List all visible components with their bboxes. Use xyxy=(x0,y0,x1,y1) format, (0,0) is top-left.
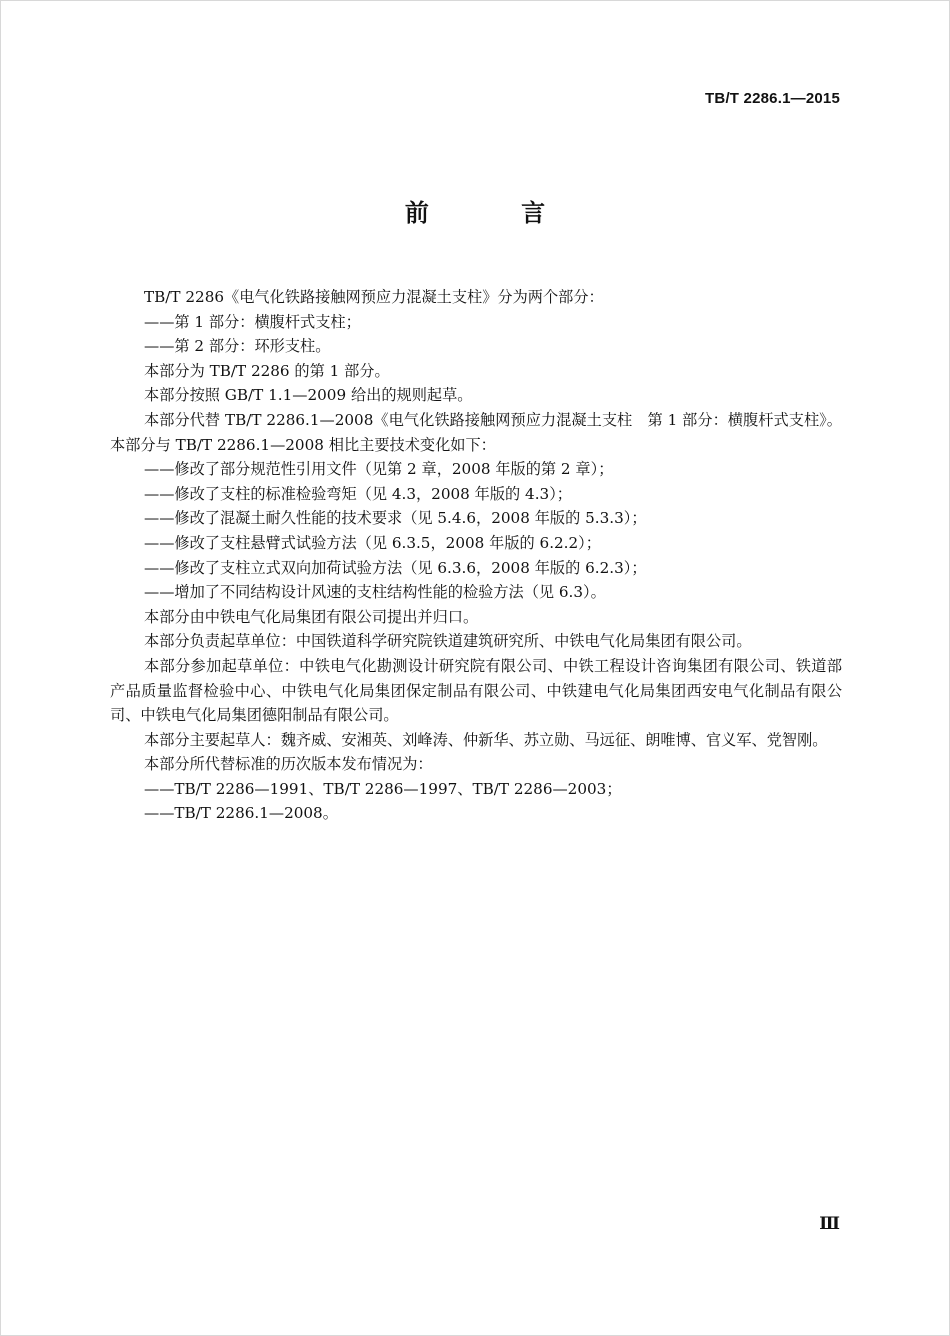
paragraph: ——TB/T 2286.1—2008。 xyxy=(144,804,338,823)
paragraph: 本部分负责起草单位：中国铁道科学研究院铁道建筑研究所、中铁电气化局集团有限公司。 xyxy=(144,632,752,651)
page-number: Ⅲ xyxy=(819,1214,840,1234)
page-title: 前 言 xyxy=(404,199,588,227)
paragraph: 本部分主要起草人：魏齐威、安湘英、刘峰涛、仲新华、苏立勋、马远征、朗唯博、官义军、党智刚。 xyxy=(144,730,828,749)
foreword-body xyxy=(110,285,842,826)
paragraph: ——增加了不同结构设计风速的支柱结构性能的检验方法（见 6.3）。 xyxy=(144,583,606,602)
paragraph: ——第 1 部分：横腹杆式支柱； xyxy=(144,312,361,331)
paragraph: 本部分由中铁电气化局集团有限公司提出并归口。 xyxy=(144,607,479,626)
paragraph: ——修改了部分规范性引用文件（见第 2 章，2008 年版的第 2 章）； xyxy=(144,460,614,479)
paragraph: ——修改了支柱立式双向加荷试验方法（见 6.3.6，2008 年版的 6.2.3）； xyxy=(144,558,647,577)
document-number: TB/T 2286.1—2015 xyxy=(705,90,840,107)
paragraph: ——修改了支柱的标准检验弯矩（见 4.3，2008 年版的 4.3）； xyxy=(144,484,572,503)
paragraph: 本部分所代替标准的历次版本发布情况为： xyxy=(144,755,433,774)
paragraph: 本部分代替 TB/T 2286.1—2008《电气化铁路接触网预应力混凝土支柱 第 1 部分：横腹杆式支柱》。本部分与 TB/T 2286.1—2008 相比主要技术变化如下： xyxy=(110,410,842,454)
paragraph: TB/T 2286《电气化铁路接触网预应力混凝土支柱》分为两个部分： xyxy=(144,288,604,306)
paragraph: 本部分为 TB/T 2286 的第 1 部分。 xyxy=(144,361,390,380)
paragraph: 本部分按照 GB/T 1.1—2009 给出的规则起草。 xyxy=(144,386,473,405)
paragraph: ——修改了混凝土耐久性能的技术要求（见 5.4.6，2008 年版的 5.3.3）； xyxy=(144,509,647,528)
paragraph: ——第 2 部分：环形支柱。 xyxy=(144,337,331,356)
paragraph: ——TB/T 2286—1991、TB/T 2286—1997、TB/T 2286—2003； xyxy=(144,779,622,798)
paragraph: 本部分参加起草单位：中铁电气化勘测设计研究院有限公司、中铁工程设计咨询集团有限公司、铁道部产品质量监督检验中心、中铁电气化局集团保定制品有限公司、中铁建电气化局集团西安电气化制品有限公司、中铁电气化局集团德阳制品有限公司。 xyxy=(110,656,842,725)
paragraph: ——修改了支柱悬臂式试验方法（见 6.3.5，2008 年版的 6.2.2）； xyxy=(144,533,601,552)
